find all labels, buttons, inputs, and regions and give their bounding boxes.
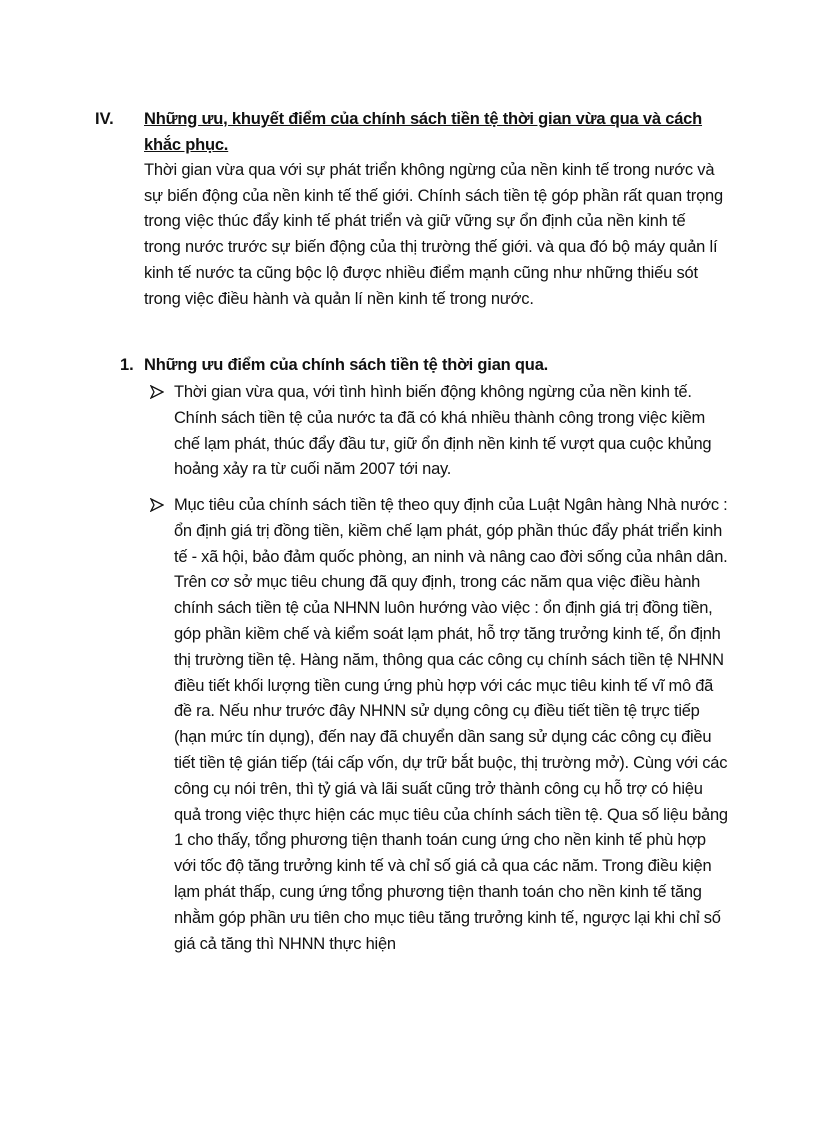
arrowhead-bullet-icon <box>150 498 164 512</box>
bullet-text: Mục tiêu của chính sách tiền tệ theo quy định của Luật Ngân hàng Nhà nước : ổn định giá trị đồng tiền, kiềm chế lạm phát, góp phần thúc đẩy phát triển kinh tế - xã hội, bảo đảm quốc phòng, an ninh và nâng cao đời sống của nhân dân. Trên cơ sở mục tiêu chung đã quy định, trong các năm qua việc điều hành chính sách tiền tệ của NHNN luôn hướng vào việc : ổn định giá trị đồng tiền, góp phần kiềm chế và kiểm soát lạm phát, hỗ trợ tăng trưởng kinh tế, ổn định thị trường tiền tệ. Hàng năm, thông qua các công cụ chính sách tiền tệ NHNN điều tiết khối lượng tiền cung ứng phù hợp với các mục tiêu kinh tế vĩ mô đã đề ra. Nếu như trước đây NHNN sử dụng công cụ điều tiết tiền tệ trực tiếp (hạn mức tín dụng), đến nay đã chuyển dần sang sử dụng các công cụ điều tiết tiền tệ gián tiếp (tái cấp vốn, dự trữ bắt buộc, thị trường mở). Cùng với các công cụ nói trên, thì tỷ giá và lãi suất cũng trở thành công cụ hỗ trợ có hiệu quả trong việc thực hiện các mục tiêu của chính sách tiền tệ. Qua số liệu bảng 1 cho thấy, tổng phương tiện thanh toán cung ứng cho nền kinh tế phù hợp với tốc độ tăng trưởng kinh tế và chỉ số giá cả qua các năm. Trong điều kiện lạm phát thấp, cung ứng tổng phương tiện thanh toán cho nền kinh tế tăng nhằm góp phần ưu tiên cho mục tiêu tăng trưởng kinh tế, ngược lại khi chỉ số giá cả tăng thì NHNN thực hiện <box>174 496 728 953</box>
bullet-text: Thời gian vừa qua, với tình hình biến động không ngừng của nền kinh tế. Chính sách tiền tệ của nước ta đã có khá nhiều thành công trong việc kiềm chế lạm phát, thúc đẩy đầu tư, giữ ổn định nền kinh tế vượt qua cuộc khủng hoảng xảy ra từ cuối năm 2007 tới nay. <box>174 383 712 479</box>
subsection-title: Những ưu điểm của chính sách tiền tệ thời gian qua. <box>144 356 549 374</box>
arrowhead-bullet-icon <box>150 385 164 399</box>
section-title: Những ưu, khuyết điểm của chính sách tiền tệ thời gian vừa qua và cách khắc phục. <box>144 110 703 154</box>
section-numeral: IV. <box>95 110 114 128</box>
section-intro-paragraph: Thời gian vừa qua với sự phát triển không ngừng của nền kinh tế trong nước và sự biến động của nền kinh tế thế giới. Chính sách tiền tệ góp phần rất quan trọng trong việc thúc đẩy kinh tế phát triển và giữ vững sự ổn định của nền kinh tế trong nước trước sự biến động của thị trường thế giới. và qua đó bộ máy quản lí kinh tế nước ta cũng bộc lộ được nhiều điểm mạnh cũng như những thiếu sót trong việc điều hành và quản lí nền kinh tế trong nước. <box>144 161 723 308</box>
subsection-number: 1. <box>120 356 134 374</box>
